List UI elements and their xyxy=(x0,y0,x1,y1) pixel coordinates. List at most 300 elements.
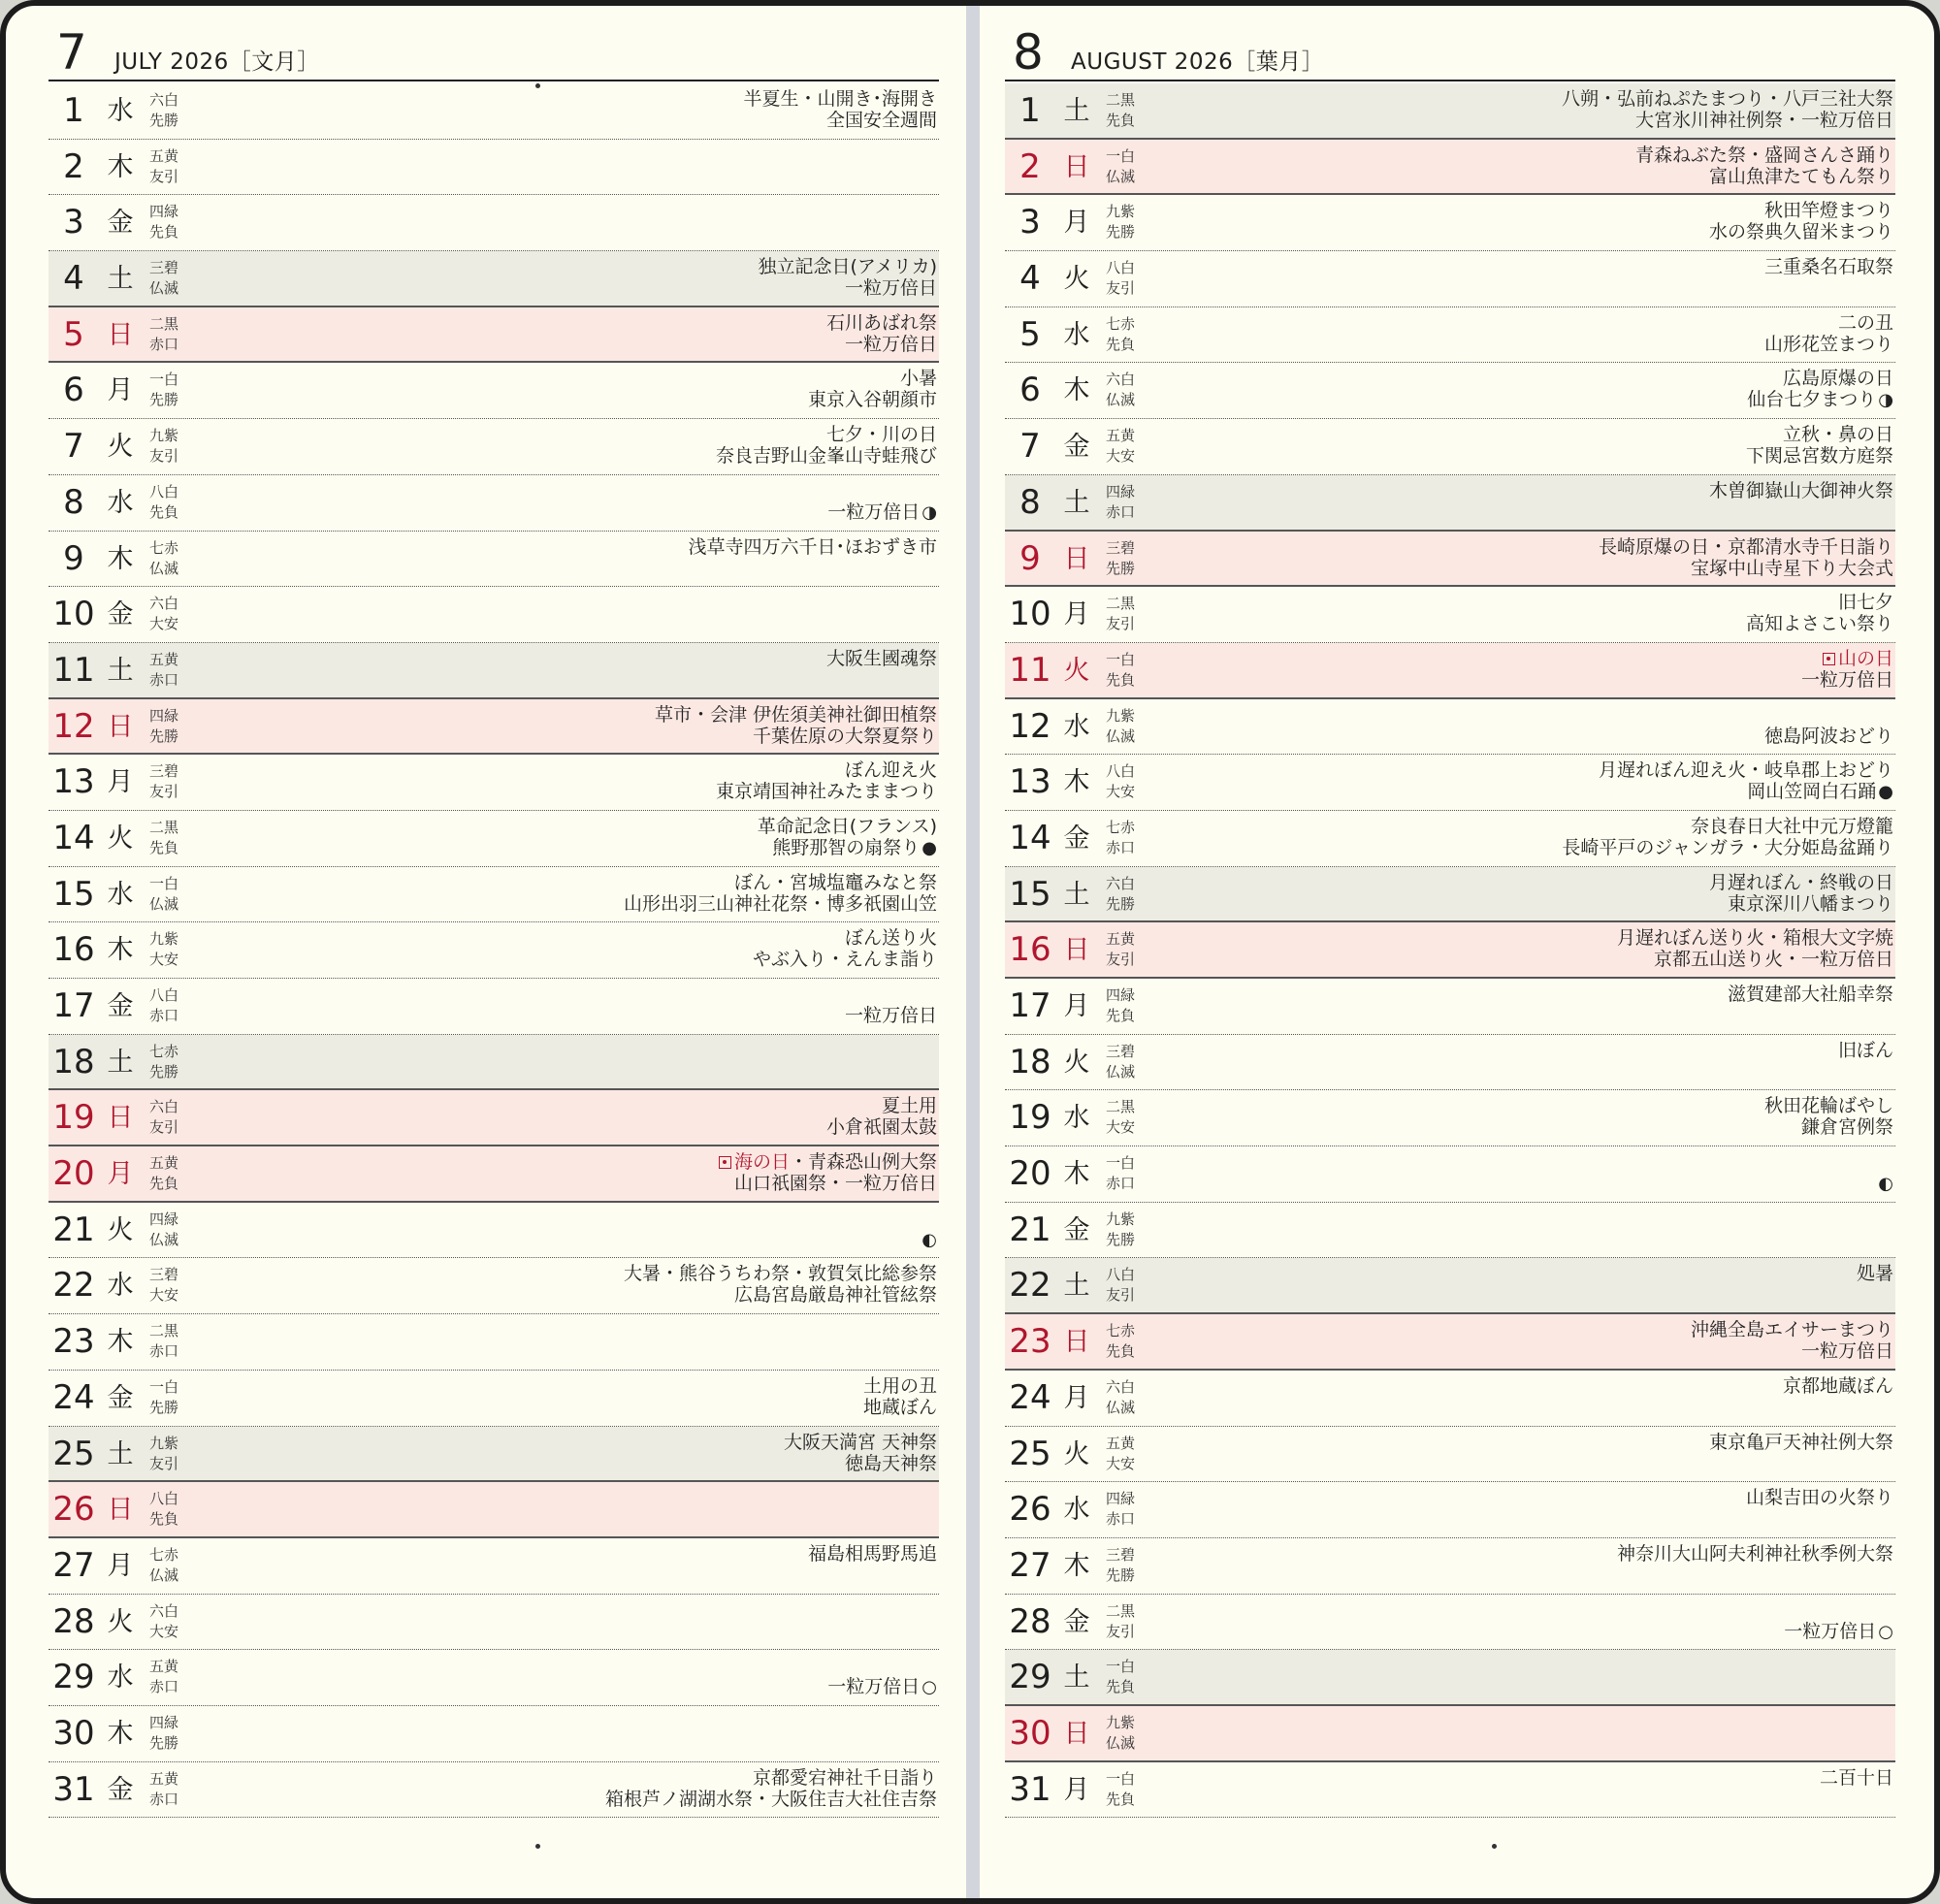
event-line xyxy=(1214,312,1893,334)
day-number: 18 xyxy=(1009,1042,1051,1081)
event-text: 東京深川八幡まつり xyxy=(1727,892,1893,915)
event-list xyxy=(258,816,937,858)
kyusei-label: 五黄 xyxy=(149,1154,179,1173)
kyusei-label: 五黄 xyxy=(149,650,179,668)
day-row xyxy=(1005,699,1895,756)
weekday-label: 水 xyxy=(1063,1103,1090,1134)
event-line xyxy=(1214,837,1893,858)
day-row xyxy=(48,1538,939,1595)
rokuyo-label: 友引 xyxy=(149,167,179,185)
event-text: 福島相馬野馬追 xyxy=(807,1542,937,1565)
rokuyo-label: 友引 xyxy=(1106,615,1136,633)
day-row xyxy=(1005,1650,1895,1706)
day-row xyxy=(48,419,939,475)
event-line xyxy=(258,1375,937,1397)
kyusei-label: 六白 xyxy=(149,1098,179,1116)
kyusei-label: 二黒 xyxy=(1106,1601,1136,1620)
event-line xyxy=(1214,1432,1893,1453)
kyusei-label: 三碧 xyxy=(149,259,179,277)
day-number: 30 xyxy=(52,1713,95,1753)
day-row xyxy=(1005,1595,1895,1651)
kyusei-label: 四緑 xyxy=(149,1713,179,1731)
rokuyo-label: 赤口 xyxy=(1106,838,1136,856)
event-text: 鎌倉宮例祭 xyxy=(1800,1116,1893,1139)
day-row xyxy=(1005,195,1895,251)
rokuyo-label: 先負 xyxy=(1106,1007,1136,1024)
event-line xyxy=(1214,949,1893,970)
rokuyo-label: 赤口 xyxy=(149,1790,179,1808)
day-number: 26 xyxy=(1009,1490,1051,1530)
day-number: 4 xyxy=(1019,259,1041,299)
event-list xyxy=(1214,424,1893,467)
event-list xyxy=(258,1767,937,1810)
weekday-label: 火 xyxy=(1063,264,1090,295)
day-row xyxy=(1005,1482,1895,1538)
event-line xyxy=(258,893,937,915)
kyusei-label: 八白 xyxy=(149,482,179,500)
event-list xyxy=(1214,312,1893,355)
event-line xyxy=(258,1676,937,1697)
rokuyo-label: 赤口 xyxy=(149,1678,179,1696)
day-row xyxy=(1005,363,1895,419)
day-row xyxy=(48,1090,939,1146)
event-text: 一粒万倍日 xyxy=(844,1005,937,1026)
day-row xyxy=(1005,140,1895,196)
event-list xyxy=(1214,927,1893,970)
kyusei-label: 七赤 xyxy=(149,1545,179,1564)
event-text: 革命記念日(フランス) xyxy=(757,815,937,837)
day-row xyxy=(1005,1427,1895,1483)
day-number: 9 xyxy=(63,538,84,578)
event-line xyxy=(258,110,937,131)
kyusei-label: 六白 xyxy=(1106,874,1136,892)
event-line xyxy=(1214,592,1893,613)
moon-phase-icon: ◑ xyxy=(1878,390,1893,411)
event-list xyxy=(1214,1095,1893,1138)
footer-dot-icon xyxy=(1492,1844,1497,1849)
event-text: 下関忌宮数方庭祭 xyxy=(1745,445,1893,468)
weekday-label: 火 xyxy=(107,1606,134,1637)
event-line xyxy=(258,1208,937,1229)
event-list xyxy=(258,1208,937,1250)
kyusei-label: 二黒 xyxy=(1106,1098,1136,1116)
event-text: 月遅れぼん・終戦の日 xyxy=(1708,871,1893,893)
event-line xyxy=(1214,445,1893,467)
moon-phase-icon: ○ xyxy=(1878,1621,1893,1642)
event-text: 一粒万倍日 xyxy=(844,333,937,355)
weekday-label: 土 xyxy=(1063,96,1090,126)
kyusei-label: 四緑 xyxy=(149,203,179,221)
day-number: 28 xyxy=(52,1601,95,1641)
event-list xyxy=(258,536,937,558)
rokuyo-label: 先負 xyxy=(1106,1342,1136,1361)
day-row xyxy=(48,1650,939,1706)
event-text: 二の丑 xyxy=(1837,311,1893,334)
weekday-label: 木 xyxy=(107,935,134,966)
rokuyo-label: 先負 xyxy=(149,502,179,521)
event-list xyxy=(1214,759,1893,802)
event-line xyxy=(1214,368,1893,389)
rokuyo-label: 赤口 xyxy=(1106,1510,1136,1529)
event-text: 水の祭典久留米まつり xyxy=(1708,221,1893,243)
day-row xyxy=(48,867,939,923)
rokuyo-label: 大安 xyxy=(149,1286,179,1305)
weekday-label: 水 xyxy=(107,1271,134,1302)
event-list xyxy=(258,759,937,802)
rokuyo-label: 先勝 xyxy=(149,391,179,409)
kyusei-label: 九紫 xyxy=(149,427,179,445)
rokuyo-label: 先負 xyxy=(149,1175,179,1193)
holiday-name: 山の日 xyxy=(1837,647,1893,669)
kyusei-label: 八白 xyxy=(1106,1266,1136,1284)
event-line xyxy=(258,1397,937,1418)
event-text: 旧七夕 xyxy=(1837,592,1893,614)
month-number: 7 xyxy=(56,24,87,81)
moon-phase-icon: ○ xyxy=(922,1677,937,1698)
event-list xyxy=(258,1375,937,1418)
event-text: 全国安全週間 xyxy=(825,110,937,131)
rokuyo-label: 先負 xyxy=(1106,112,1136,129)
footer-dot-icon xyxy=(535,1844,540,1849)
weekday-label: 金 xyxy=(107,991,134,1021)
event-text: ぼん・宮城塩竈みなと祭 xyxy=(733,871,937,893)
day-number: 12 xyxy=(1009,706,1051,746)
day-number: 30 xyxy=(1009,1713,1051,1753)
rokuyo-label: 赤口 xyxy=(1106,1175,1136,1193)
event-list xyxy=(1214,704,1893,747)
weekday-label: 火 xyxy=(1063,1047,1090,1078)
weekday-label: 水 xyxy=(1063,319,1090,350)
day-number: 25 xyxy=(52,1434,95,1473)
event-line xyxy=(1214,704,1893,726)
day-row xyxy=(1005,1762,1895,1819)
event-line xyxy=(1214,613,1893,634)
event-line xyxy=(258,1005,937,1026)
day-row xyxy=(48,1427,939,1483)
event-line xyxy=(258,424,937,445)
rokuyo-label: 仏滅 xyxy=(1106,391,1136,409)
day-row xyxy=(48,307,939,364)
day-number: 1 xyxy=(1019,91,1041,130)
event-line xyxy=(258,1543,937,1565)
event-line xyxy=(258,1229,937,1250)
day-row xyxy=(1005,755,1895,811)
rokuyo-label: 先負 xyxy=(149,838,179,856)
rokuyo-label: 友引 xyxy=(149,783,179,801)
event-list xyxy=(1214,1767,1893,1789)
event-line xyxy=(258,726,937,747)
event-line xyxy=(1214,1095,1893,1116)
day-row xyxy=(1005,1258,1895,1314)
weekday-label: 月 xyxy=(107,1550,134,1581)
kyusei-label: 九紫 xyxy=(149,930,179,949)
kyusei-label: 二黒 xyxy=(1106,595,1136,613)
event-list xyxy=(1214,984,1893,1005)
kyusei-label: 一白 xyxy=(1106,1154,1136,1173)
kyusei-label: 三碧 xyxy=(1106,538,1136,557)
rokuyo-label: 仏滅 xyxy=(149,1230,179,1248)
day-number: 16 xyxy=(1009,930,1051,970)
day-row xyxy=(48,643,939,699)
day-row xyxy=(48,1595,939,1651)
event-text: 沖縄全島エイサーまつり xyxy=(1690,1319,1893,1341)
weekday-label: 月 xyxy=(107,375,134,406)
kyusei-label: 一白 xyxy=(149,874,179,892)
event-text: 一粒万倍日 xyxy=(1800,1340,1893,1363)
kyusei-label: 六白 xyxy=(149,91,179,109)
event-list xyxy=(1214,816,1893,858)
event-text: 岡山笠岡白石踊 xyxy=(1747,781,1877,803)
event-list xyxy=(258,312,937,355)
event-text: ぼん迎え火 xyxy=(844,759,937,782)
event-text: 東京入谷朝顔市 xyxy=(807,389,937,411)
event-text: 八朔・弘前ねぷたまつり・八戸三社大祭 xyxy=(1561,88,1893,110)
rokuyo-label: 先勝 xyxy=(1106,1230,1136,1248)
weekday-label: 日 xyxy=(107,1103,134,1134)
kyusei-label: 三碧 xyxy=(149,1266,179,1284)
event-list xyxy=(258,872,937,915)
event-line xyxy=(258,1095,937,1116)
weekday-label: 木 xyxy=(1063,767,1090,798)
rokuyo-label: 赤口 xyxy=(149,1342,179,1361)
event-line xyxy=(258,927,937,949)
event-text: 青森ねぶた祭・盛岡さんさ踊り xyxy=(1634,144,1893,166)
kyusei-label: 八白 xyxy=(1106,259,1136,277)
day-number: 3 xyxy=(1019,203,1041,242)
weekday-label: 金 xyxy=(1063,432,1090,463)
event-list xyxy=(1214,145,1893,187)
day-number: 8 xyxy=(1019,482,1041,522)
day-number: 17 xyxy=(1009,986,1051,1025)
moon-phase-icon: ● xyxy=(1878,782,1893,803)
weekday-label: 日 xyxy=(1063,935,1090,966)
kyusei-label: 六白 xyxy=(1106,371,1136,389)
kyusei-label: 七赤 xyxy=(1106,818,1136,836)
event-text: 広島宮島厳島神社管絃祭 xyxy=(733,1284,937,1307)
event-line xyxy=(258,704,937,726)
rokuyo-label: 赤口 xyxy=(149,335,179,353)
month-header xyxy=(1005,23,1895,81)
day-row xyxy=(48,979,939,1035)
day-row xyxy=(48,1146,939,1203)
day-row xyxy=(1005,307,1895,364)
weekday-label: 金 xyxy=(107,208,134,239)
day-row xyxy=(48,811,939,867)
event-line xyxy=(258,389,937,410)
event-text: 東京靖国神社みたままつり xyxy=(715,781,937,803)
day-number: 27 xyxy=(1009,1545,1051,1585)
event-text: 独立記念日(アメリカ) xyxy=(758,256,937,278)
month-number: 8 xyxy=(1013,24,1044,81)
event-text: 月遅れぼん送り火・箱根大文字焼 xyxy=(1616,927,1893,950)
event-line xyxy=(258,1116,937,1138)
event-text: 一粒万倍日 xyxy=(827,1676,921,1698)
day-number: 11 xyxy=(1009,650,1051,690)
weekday-label: 土 xyxy=(1063,879,1090,910)
event-text: 三重桑名石取祭 xyxy=(1763,256,1893,278)
event-line xyxy=(1214,1487,1893,1508)
day-row xyxy=(48,587,939,643)
day-number: 23 xyxy=(1009,1322,1051,1362)
day-number: 19 xyxy=(52,1098,95,1138)
rokuyo-label: 大安 xyxy=(149,1622,179,1640)
rokuyo-label: 先勝 xyxy=(1106,559,1136,577)
day-row xyxy=(48,1762,939,1819)
event-list xyxy=(1214,368,1893,410)
event-line xyxy=(1214,872,1893,893)
event-text: 山形花笠まつり xyxy=(1763,333,1893,355)
day-number: 10 xyxy=(1009,595,1051,634)
event-line xyxy=(258,984,937,1005)
kyusei-label: 六白 xyxy=(149,1601,179,1620)
event-line xyxy=(258,1767,937,1789)
event-line xyxy=(258,334,937,355)
day-number: 5 xyxy=(63,314,84,354)
moon-phase-icon: ◐ xyxy=(922,1229,937,1250)
event-text: 小暑 xyxy=(899,368,937,390)
kyusei-label: 四緑 xyxy=(149,706,179,725)
event-line xyxy=(1214,1151,1893,1173)
day-number: 17 xyxy=(52,986,95,1025)
kyusei-label: 五黄 xyxy=(149,146,179,165)
weekday-label: 火 xyxy=(107,823,134,854)
event-line xyxy=(1214,781,1893,802)
kyusei-label: 八白 xyxy=(149,986,179,1004)
day-number: 22 xyxy=(1009,1266,1051,1306)
day-number: 26 xyxy=(52,1490,95,1530)
weekday-label: 水 xyxy=(1063,711,1090,742)
kyusei-label: 六白 xyxy=(1106,1377,1136,1396)
rokuyo-label: 友引 xyxy=(1106,1622,1136,1640)
rokuyo-label: 大安 xyxy=(1106,1454,1136,1472)
weekday-label: 木 xyxy=(107,543,134,574)
event-list xyxy=(258,368,937,410)
event-line xyxy=(258,480,937,501)
rokuyo-label: 赤口 xyxy=(149,670,179,689)
day-number: 25 xyxy=(1009,1434,1051,1473)
rokuyo-label: 友引 xyxy=(149,1454,179,1472)
day-row xyxy=(48,1371,939,1427)
event-list xyxy=(258,1432,937,1474)
day-row xyxy=(1005,251,1895,307)
day-row xyxy=(1005,1371,1895,1427)
event-list xyxy=(1214,592,1893,634)
day-number: 4 xyxy=(63,259,84,299)
weekday-label: 木 xyxy=(1063,1550,1090,1581)
event-line xyxy=(1214,1340,1893,1362)
event-line xyxy=(258,781,937,802)
weekday-label: 木 xyxy=(1063,375,1090,406)
event-line xyxy=(1214,480,1893,501)
rokuyo-label: 大安 xyxy=(1106,783,1136,801)
event-text: 七夕・川の日 xyxy=(825,424,937,446)
weekday-label: 水 xyxy=(1063,1495,1090,1526)
kyusei-label: 七赤 xyxy=(149,1042,179,1060)
kyusei-label: 五黄 xyxy=(149,1769,179,1788)
event-line xyxy=(258,445,937,467)
event-list xyxy=(1214,1599,1893,1642)
rokuyo-label: 大安 xyxy=(149,951,179,969)
day-row xyxy=(1005,1203,1895,1259)
event-list xyxy=(1214,1487,1893,1508)
kyusei-label: 九紫 xyxy=(1106,706,1136,725)
month-label: JULY 2026［文月］ xyxy=(114,49,320,75)
day-number: 31 xyxy=(1009,1769,1051,1809)
event-text: 山形出羽三山神社花祭・博多祇園山笠 xyxy=(623,892,937,915)
rokuyo-label: 仏滅 xyxy=(149,1565,179,1584)
day-number: 12 xyxy=(52,706,95,746)
rokuyo-label: 先勝 xyxy=(149,1062,179,1081)
event-text: 奈良吉野山金峯山寺蛙飛び xyxy=(715,445,937,468)
weekday-label: 日 xyxy=(1063,1718,1090,1749)
weekday-label: 土 xyxy=(107,264,134,295)
kyusei-label: 二黒 xyxy=(1106,91,1136,109)
weekday-label: 日 xyxy=(1063,151,1090,182)
kyusei-label: 七赤 xyxy=(149,538,179,557)
day-number: 21 xyxy=(1009,1210,1051,1249)
kyusei-label: 三碧 xyxy=(149,762,179,781)
event-list xyxy=(258,704,937,747)
event-list xyxy=(1214,536,1893,579)
event-line xyxy=(1214,726,1893,747)
kyusei-label: 一白 xyxy=(149,1377,179,1396)
weekday-label: 土 xyxy=(1063,1662,1090,1694)
rokuyo-label: 先勝 xyxy=(1106,1565,1136,1584)
day-row xyxy=(48,195,939,251)
rokuyo-label: 先負 xyxy=(1106,670,1136,689)
weekday-label: 木 xyxy=(107,151,134,182)
rokuyo-label: 先負 xyxy=(1106,1790,1136,1808)
event-text: 地蔵ぼん xyxy=(862,1396,937,1418)
event-line xyxy=(258,501,937,523)
event-list xyxy=(258,1543,937,1565)
event-text: 立秋・鼻の日 xyxy=(1782,424,1893,446)
day-number: 24 xyxy=(52,1377,95,1417)
event-line xyxy=(258,1655,937,1676)
event-text: ぼん送り火 xyxy=(844,927,937,950)
event-line xyxy=(1214,88,1893,110)
day-number: 15 xyxy=(52,874,95,914)
weekday-label: 日 xyxy=(1063,1327,1090,1358)
day-row xyxy=(48,140,939,196)
rokuyo-label: 先勝 xyxy=(149,112,179,129)
day-number: 1 xyxy=(63,91,84,130)
kyusei-label: 一白 xyxy=(1106,146,1136,165)
day-number: 19 xyxy=(1009,1098,1051,1138)
event-list xyxy=(1214,1040,1893,1061)
event-text: 山口祇園祭・一粒万倍日 xyxy=(733,1173,937,1195)
event-list xyxy=(1214,872,1893,915)
rokuyo-label: 大安 xyxy=(1106,1118,1136,1137)
weekday-label: 月 xyxy=(1063,1774,1090,1805)
day-row xyxy=(48,1314,939,1371)
rokuyo-label: 大安 xyxy=(1106,447,1136,466)
event-text: 処暑 xyxy=(1856,1263,1893,1285)
kyusei-label: 五黄 xyxy=(1106,1434,1136,1452)
weekday-label: 土 xyxy=(107,1047,134,1078)
day-row xyxy=(48,755,939,811)
event-line xyxy=(1214,816,1893,837)
rokuyo-label: 赤口 xyxy=(1106,502,1136,521)
weekday-label: 水 xyxy=(107,1662,134,1694)
kyusei-label: 一白 xyxy=(149,371,179,389)
event-list xyxy=(258,1655,937,1697)
event-text: 半夏生・山開き･海開き xyxy=(743,88,937,110)
day-row xyxy=(1005,867,1895,923)
weekday-label: 金 xyxy=(107,1382,134,1413)
weekday-label: 水 xyxy=(107,487,134,518)
day-row xyxy=(1005,1035,1895,1091)
